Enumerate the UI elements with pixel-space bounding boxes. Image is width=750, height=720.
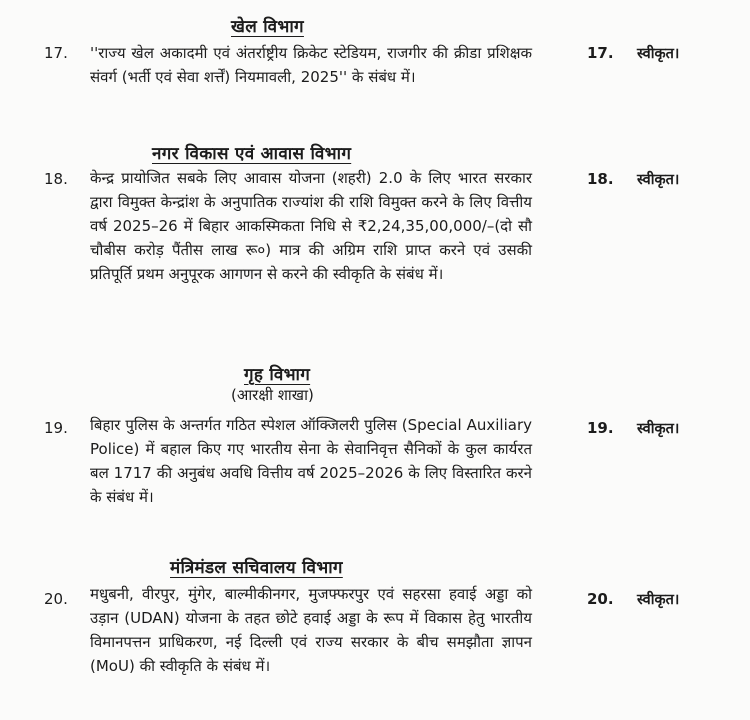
item-description: ''राज्य खेल अकादमी एवं अंतर्राष्ट्रीय क्रिकेट स्टेडियम, राजगीर की क्रीडा प्रशिक्षक संवर्ग (भर्ती एवं सेवा शर्त्तें) नियमावली, 2025'' के संबंध में।: [90, 44, 532, 86]
decision-status: स्वीकृत।: [637, 592, 680, 608]
decision-number: 19.: [587, 419, 614, 437]
item-number: 17.: [44, 44, 68, 62]
item-number: 18.: [44, 170, 68, 188]
decision-number: 17.: [587, 44, 614, 62]
item-description: मधुबनी, वीरपुर, मुंगेर, बाल्मीकीनगर, मुजफ्फरपुर एवं सहरसा हवाई अड्डा को उड़ान (UDAN) योजना के तहत छोटे हवाई अड्डा के रूप में विकास हेतु भारतीय विमानपत्तन प्राधिकरण, नई दिल्ली एवं राज्य सरकार के बीच समझौता ज्ञापन (MoU) की स्वीकृति के संबंध में।: [90, 585, 532, 675]
item-description: केन्द्र प्रायोजित सबके लिए आवास योजना (शहरी) 2.0 के लिए भारत सरकार द्वारा विमुक्त केन्द्रांश के अनुपातिक राज्यांश की राशि विमुक्त करने के लिए वित्तीय वर्ष 2025–26 में बिहार आकस्मिकता निधि से ₹2,24,35,00,000/–(दो सौ चौबीस करोड़ पैंतीस लाख रू०) मात्र की अग्रिम राशि प्राप्त करने एवं उसकी प्रतिपूर्ति प्रथम अनुपूरक आगणन से करने की स्वीकृति के संबंध में।: [90, 169, 532, 283]
department-heading: नगर विकास एवं आवास विभाग: [152, 144, 352, 164]
department-heading: मंत्रिमंडल सचिवालय विभाग: [170, 558, 343, 578]
item-number: 20.: [44, 590, 68, 608]
decision-number: 20.: [587, 590, 614, 608]
department-heading: खेल विभाग: [231, 17, 304, 37]
item-number: 19.: [44, 419, 68, 437]
decision-number: 18.: [587, 170, 614, 188]
decision-status: स्वीकृत।: [637, 46, 680, 62]
department-subheading: (आरक्षी शाखा): [231, 386, 314, 404]
item-description: बिहार पुलिस के अन्तर्गत गठित स्पेशल ऑक्जिलरी पुलिस (Special Auxiliary Police) में बहाल किए गए भारतीय सेना के सेवानिवृत्त सैनिकों के कुल कार्यरत बल 1717 की अनुबंध अवधि वित्तीय वर्ष 2025–2026 के लिए विस्तारित करने के संबंध में।: [90, 416, 532, 506]
decision-status: स्वीकृत।: [637, 421, 680, 437]
department-heading: गृह विभाग: [244, 365, 311, 385]
decision-status: स्वीकृत।: [637, 172, 680, 188]
